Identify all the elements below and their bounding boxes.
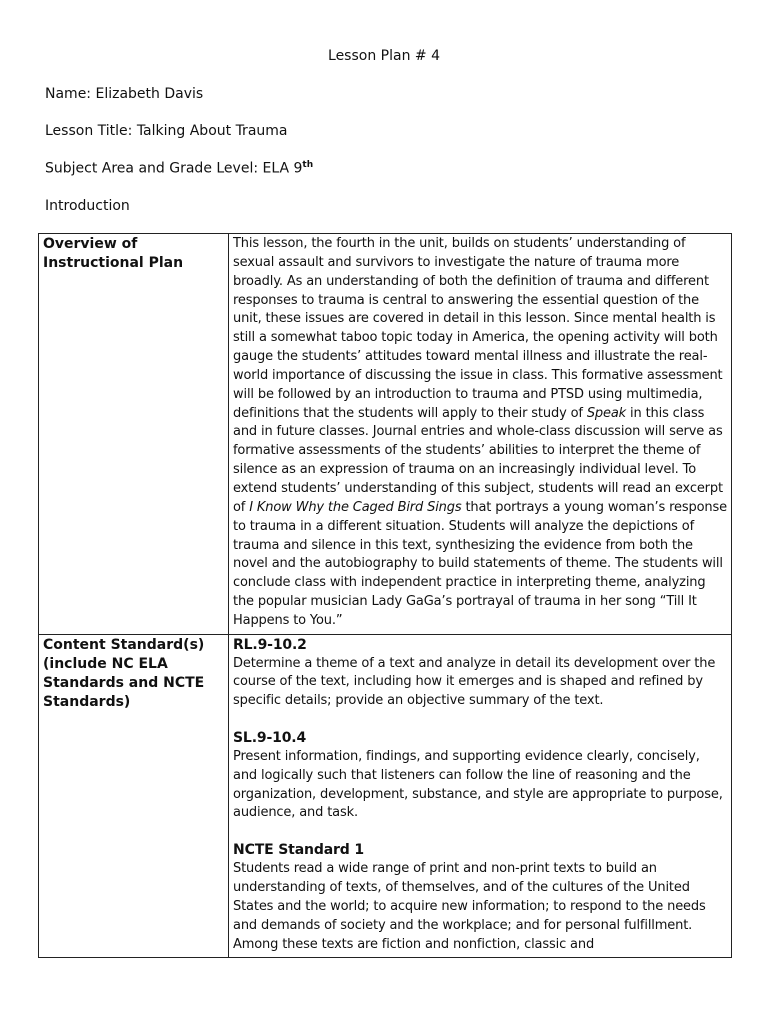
- standard-description: Determine a theme of a text and analyze in detail its development over the course of the text, including how it emerges and is shaped and refined by specific details; provide an objective summary of the text.: [233, 655, 716, 709]
- subject-grade: [45, 160, 313, 177]
- lesson-title: Lesson Title: Talking About Trauma: [45, 123, 288, 139]
- standard-description: Present information, findings, and supporting evidence clearly, concisely, and logically such that listeners can follow the line of reasoning and the organization, development, substance, and style are appropriate to purpose, audience, and task.: [233, 748, 723, 821]
- book-title-caged-bird: I Know Why the Caged Bird Sings: [249, 499, 462, 515]
- author-name: Name: Elizabeth Davis: [45, 86, 204, 102]
- book-title-speak: Speak: [586, 405, 627, 421]
- standard-code: NCTE Standard 1: [233, 842, 364, 859]
- grade-superscript: th: [302, 160, 314, 170]
- overview-text-part: This lesson, the fourth in the unit, builds on students’ understanding of sexual assault and survivors to investigate the nature of trauma more broadly. As an understanding of both the definition of trauma and different responses to trauma is central to answering the essential question of the unit, these issues are covered in detail in this lesson. Since mental health is still a somewhat taboo topic today in America, the opening activity will both gauge the students’ attitudes toward mental illness and illustrate the real-world importance of discussing the issue in class. This formative assessment will be followed by an introduction to trauma and PTSD using multimedia, definitions that the students will apply to their study of: [233, 236, 723, 421]
- standards-label: Content Standard(s) (include NC ELA Standards and NCTE Standards): [39, 634, 229, 958]
- table-row: [39, 234, 732, 635]
- overview-text: [229, 234, 732, 635]
- overview-text-part: in this class and in future classes. Journal entries and whole-class discussion will serve as formative assessments of the students’ abilities to interpret the theme of silence as an expression of trauma on an increasingly individual level. To extend students’ understanding of this subject, students will read an excerpt of: [233, 405, 723, 515]
- standard-code: RL.9-10.2: [233, 636, 307, 653]
- subject-grade-text: Subject Area and Grade Level: ELA 9: [45, 160, 303, 177]
- standards-text: [229, 634, 732, 958]
- standard-code: SL.9-10.4: [233, 730, 307, 747]
- lesson-plan-table: [38, 233, 732, 958]
- overview-text-part: that portrays a young woman’s response to trauma in a different situation. Students will analyze the depictions of trauma and silence in this text, synthesizing the evidence from both the novel and the autobiography to build statements of theme. The students will conclude class with independent practice in interpreting theme, analyzing the popular musician Lady GaGa’s portrayal of trauma in her song “Till It Happens to You.”: [233, 499, 727, 628]
- standard-description: Students read a wide range of print and non-print texts to build an understanding of texts, of themselves, and of the cultures of the United States and the world; to acquire new information; to respond to the needs and demands of society and the workplace; and for personal fulfillment. Among these texts are fiction and nonfiction, classic and: [233, 861, 706, 952]
- table-row: [39, 634, 732, 958]
- overview-label: Overview of Instructional Plan: [39, 234, 229, 635]
- section-heading: Introduction: [45, 198, 130, 214]
- page-title: Lesson Plan # 4: [328, 48, 440, 64]
